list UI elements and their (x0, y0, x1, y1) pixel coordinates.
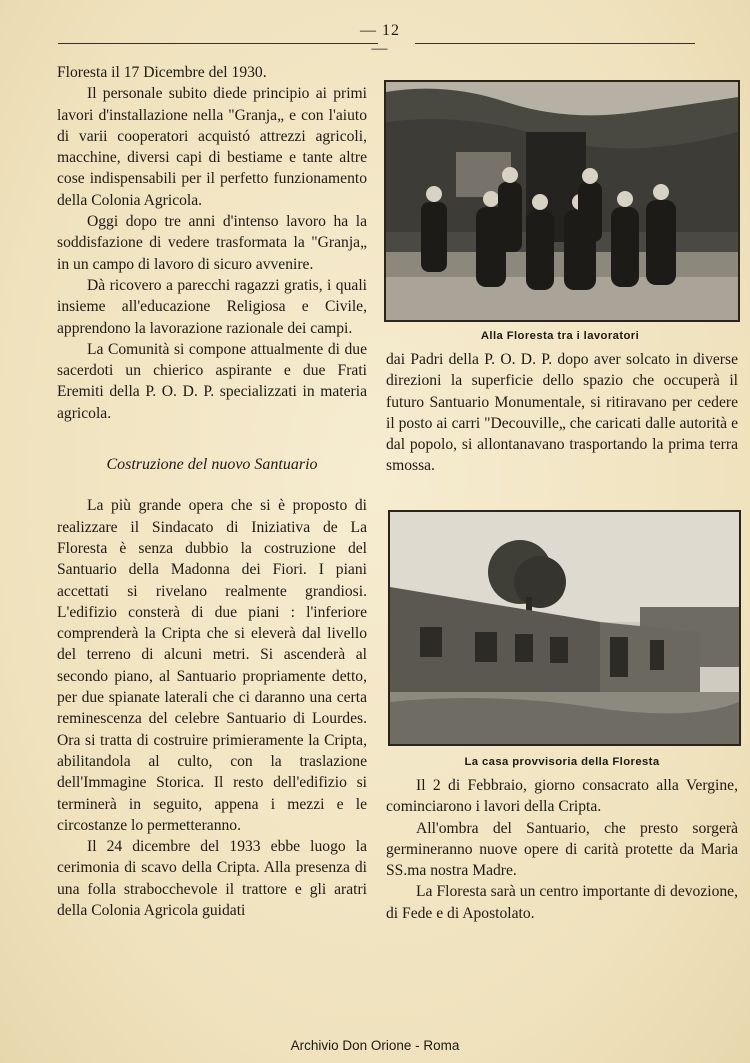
page-number: — 12 — (360, 22, 400, 57)
right-column-top (386, 349, 738, 477)
paragraph-devotion-center: La Floresta sarà un centro importante di devozione, di Fede e di Apostolato. (386, 883, 738, 922)
left-column (57, 62, 367, 921)
photo-house-image (390, 512, 739, 744)
photo-1-caption: Alla Floresta tra i lavoratori (480, 330, 640, 342)
archive-footer: Archivio Don Orione - Roma (290, 1038, 460, 1053)
section-title: Costruzione del nuovo Santuario (106, 456, 318, 474)
photo-workers-image (386, 82, 738, 320)
paragraph-community: La Comunità si compone attualmente di due sacerdoti un chierico aspirante e due Frati Eremiti della P. O. D. P. specializzati in materia agricola. (57, 340, 367, 422)
paragraph-shelter: Dà ricovero a parecchi ragazzi gratis, i quali insieme all'educazione Religiosa e Civile, apprendono la lavorazione razionale dei campi. (57, 276, 367, 337)
paragraph-crypt-ceremony: Il 24 dicembre del 1933 ebbe luogo la cerimonia di scavo della Cripta. Alla presenza di una folla strabocchevole il trattore e gli aratri della Colonia Agricola guidati (57, 838, 367, 919)
paragraph-three-years: Oggi dopo tre anni d'intenso lavoro ha la soddisfazione di vedere trasformata la "Granja„ in un campo di lavoro di sicuro avvenire. (57, 213, 367, 273)
header-rule-left (58, 43, 378, 44)
header-rule-right (415, 43, 695, 44)
right-column-bottom (386, 775, 738, 924)
photo-provisional-house (388, 510, 741, 746)
photo-2-caption: La casa provvisoria della Floresta (464, 756, 660, 768)
paragraph-sanctuary-plan: La più grande opera che si è proposto di realizzare il Sindacato di Iniziativa de La Floresta è senza dubbio la costruzione del Santuario della Madonna dei Fiori. I piani accettati si rivelano realmente grandiosi. L'edifizio consterà di due piani : l'inferiore comprenderà la Cripta che si eleverà dal livello del terreno di alcuni metri. Si ascenderà al secondo piano, al Santuario propriamente detto, per due spianate laterali che ci daranno una certa reminescenza del celebre Santuario di Lourdes. Ora si tratta di costruire primieramente la Cripta, abilitandola al culto, con la traslazione dell'Immagine Storica. Il resto dell'edifizio si terminerà in seguito, appena i mezzi e le circostanze lo permetteranno. (57, 497, 367, 834)
paragraph-february: Il 2 di Febbraio, giorno consacrato alla Vergine, cominciarono i lavori della Cripta. (386, 777, 738, 816)
paragraph-date: Floresta il 17 Dicembre del 1930. (57, 64, 267, 81)
paragraph-charity: All'ombra del Santuario, che presto sorgerà germineranno nuove opere di carità protette da Maria SS.ma nostra Madre. (386, 819, 738, 880)
paragraph-installation: Il personale subito diede principio ai primi lavori d'installazione nella "Granja„ e con l'aiuto di varii cooperatori acquistó attrezzi agricoli, macchine, diversi capi di bestiame e tante altre cose indispensabili per il perfetto funzionamento della Colonia Agricola. (57, 85, 367, 209)
photo-workers-group (384, 80, 740, 322)
paragraph-continuation: dai Padri della P. O. D. P. dopo aver solcato in diverse direzioni la superficie dello spazio che occuperà il futuro Santuario Monumentale, si ritiravano per cedere il posto ai carri "Decouville„ che caricati dalle autorità e dal popolo, si allontanavano trasportando la prima terra smossa. (386, 351, 738, 475)
